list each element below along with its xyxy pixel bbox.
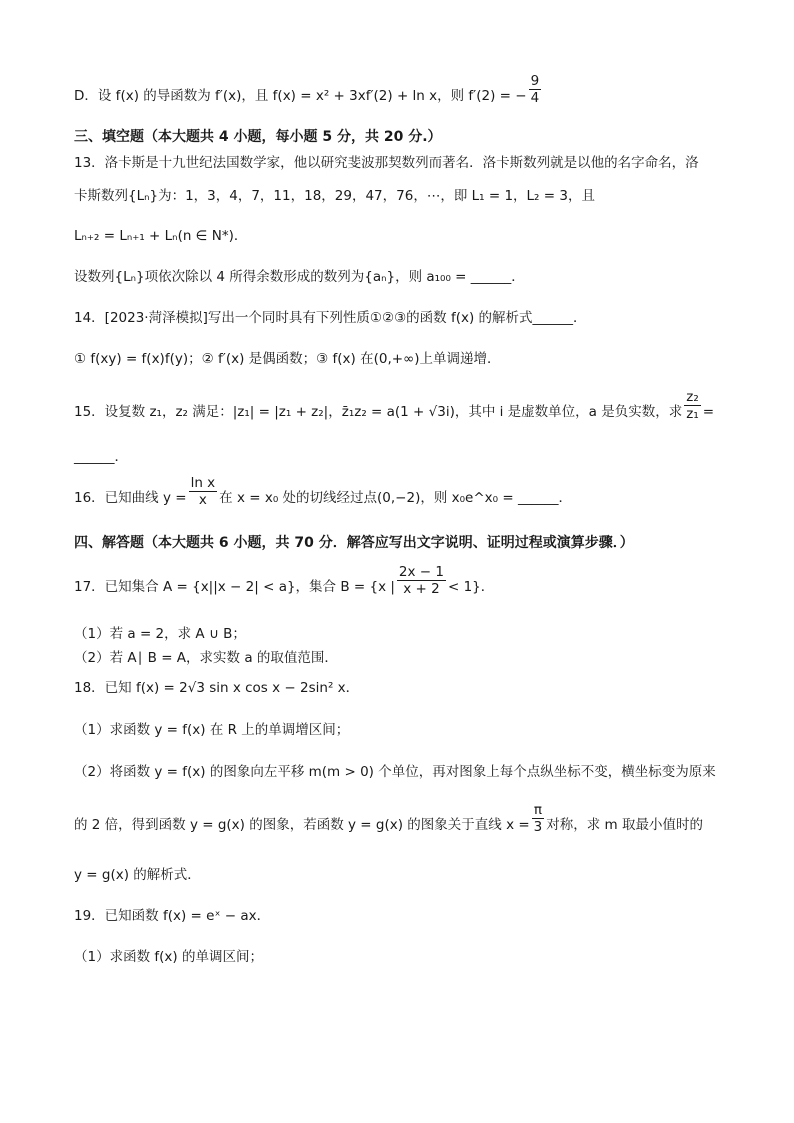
- q15-fraction: [684, 389, 701, 422]
- q17-part-1: （1）若 a = 2，求 A ∪ B；: [74, 626, 246, 642]
- fraction-denominator: 4: [530, 89, 540, 106]
- q15-equals: =: [702, 404, 715, 420]
- option-d-fraction: [529, 73, 542, 106]
- q18-suffix: 对称，求 m 取最小值时的: [546, 817, 703, 833]
- q15-text: 15．设复数 z₁，z₂ 满足：|z₁| = |z₁ + z₂|，z̄₁z₂ = a(1 + √3i)，其中 i 是虚数单位，a 是负实数，求: [74, 404, 683, 420]
- fraction-numerator: z₂: [686, 388, 699, 405]
- fraction-numerator: 9: [530, 72, 540, 89]
- option-d: [74, 72, 543, 106]
- q17-suffix: < 1}．: [447, 579, 495, 595]
- q16-prefix: 16．已知曲线 y =: [74, 490, 187, 506]
- q18-part-2-line-3: y = g(x) 的解析式．: [74, 867, 201, 883]
- q16-line: [74, 474, 572, 508]
- q17-part-2: （2）若 A∣ B = A，求实数 a 的取值范围．: [74, 650, 338, 666]
- q17-prefix: 17．已知集合 A = {x||x − 2| < a}，集合 B = {x |: [74, 579, 395, 595]
- q13-line-3: Lₙ₊₂ = Lₙ₊₁ + Lₙ(n ∈ N*)．: [74, 228, 248, 244]
- q18-prefix: 的 2 倍，得到函数 y = g(x) 的图象，若函数 y = g(x) 的图象关于直线 x =: [74, 817, 530, 833]
- section-4-heading: 四、解答题（本大题共 6 小题，共 70 分．解答应写出文字说明、证明过程或演算步骤．）: [74, 535, 634, 551]
- q18-part-2-line-2: [74, 801, 703, 835]
- q16-suffix: 在 x = x₀ 处的切线经过点(0,−2)，则 x₀e^x₀ = ______．: [219, 490, 572, 506]
- q18-fraction: [532, 802, 545, 835]
- q15-line-2: ______．: [74, 449, 128, 465]
- q13-line-1: 13．洛卡斯是十九世纪法国数学家，他以研究斐波那契数列而著名．洛卡斯数列就是以他的名字命名，洛: [74, 155, 699, 171]
- q18-part-2-line-1: （2）将函数 y = f(x) 的图象向左平移 m(m > 0) 个单位，再对图象上每个点纵坐标不变，横坐标变为原来: [74, 764, 716, 780]
- fraction-denominator: 3: [533, 818, 543, 835]
- fraction-numerator: ln x: [190, 474, 216, 491]
- q13-line-4: 设数列{Lₙ}项依次除以 4 所得余数形成的数列为{aₙ}，则 a₁₀₀ = ______．: [74, 269, 525, 285]
- q15-line-1: [74, 388, 715, 422]
- q19-line-1: 19．已知函数 f(x) = eˣ − ax．: [74, 908, 271, 924]
- q19-part-1: （1）求函数 f(x) 的单调区间；: [74, 949, 263, 965]
- q14-line-1: 14．[2023·菏泽模拟]写出一个同时具有下列性质①②③的函数 f(x) 的解析式______．: [74, 310, 587, 326]
- option-d-text: D．设 f(x) 的导函数为 f′(x)，且 f(x) = x² + 3xf′(2) + ln x，则 f′(2) = −: [74, 88, 527, 104]
- fraction-numerator: 2x − 1: [398, 563, 444, 580]
- fraction-numerator: π: [532, 802, 545, 819]
- fraction-denominator: z₁: [686, 405, 699, 422]
- q17-line: [74, 563, 495, 597]
- q18-line-1: 18．已知 f(x) = 2√3 sin x cos x − 2sin² x．: [74, 680, 360, 696]
- fraction-denominator: x: [198, 491, 207, 508]
- q14-line-2: ① f(xy) = f(x)f(y)；② f′(x) 是偶函数；③ f(x) 在(0,+∞)上单调递增．: [74, 351, 501, 367]
- fraction-denominator: x + 2: [403, 580, 440, 597]
- q17-fraction: [397, 564, 446, 597]
- section-3-heading: 三、填空题（本大题共 4 小题，每小题 5 分，共 20 分.）: [74, 129, 442, 145]
- q13-line-2: 卡斯数列{Lₙ}为：1，3，4，7，11，18，29，47，76，⋯，即 L₁ = 1，L₂ = 3，且: [74, 188, 595, 204]
- q16-fraction: [189, 475, 218, 508]
- q18-part-1: （1）求函数 y = f(x) 在 R 上的单调增区间；: [74, 722, 350, 738]
